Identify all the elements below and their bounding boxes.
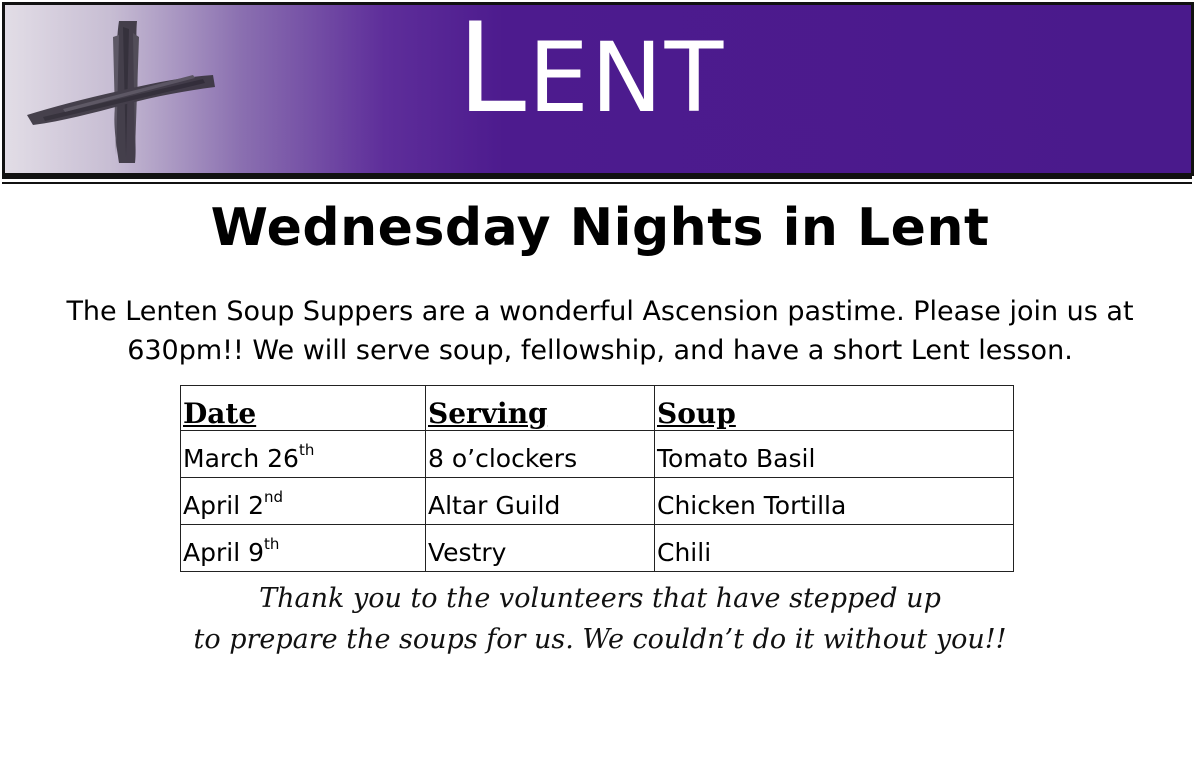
lent-banner [2, 2, 1194, 176]
intro-paragraph [20, 292, 1180, 370]
table-header-row [181, 386, 1014, 431]
thanks-line: Thank you to the volunteers that have stepped up [259, 583, 941, 614]
table-row [181, 525, 1014, 572]
date-cell: March 26th [181, 431, 426, 478]
table-row [181, 431, 1014, 478]
serving-cell: Vestry [426, 525, 655, 572]
date-cell: April 2nd [181, 478, 426, 525]
serving-cell: 8 o’clockers [426, 431, 655, 478]
page-heading: Wednesday Nights in Lent [210, 198, 990, 258]
divider-rule [2, 182, 1192, 184]
column-header-serving: Serving [426, 386, 655, 431]
date-cell: April 9th [181, 525, 426, 572]
thanks-line: to prepare the soups for us. We couldn’t do it without you!! [193, 624, 1007, 655]
soup-schedule-table [180, 385, 1014, 572]
intro-line: 630pm!! We will serve soup, fellowship, and have a short Lent lesson. [127, 335, 1073, 366]
soup-cell: Chili [655, 525, 1014, 572]
soup-cell: Tomato Basil [655, 431, 1014, 478]
column-header-soup: Soup [655, 386, 1014, 431]
ash-cross-icon [23, 17, 223, 165]
table-row [181, 478, 1014, 525]
column-header-date: Date [181, 386, 426, 431]
banner-title: LENT [457, 2, 726, 141]
thank-you-note [0, 578, 1200, 660]
intro-line: The Lenten Soup Suppers are a wonderful Ascension pastime. Please join us at [66, 296, 1134, 327]
divider-rule [2, 176, 1192, 179]
soup-cell: Chicken Tortilla [655, 478, 1014, 525]
serving-cell: Altar Guild [426, 478, 655, 525]
